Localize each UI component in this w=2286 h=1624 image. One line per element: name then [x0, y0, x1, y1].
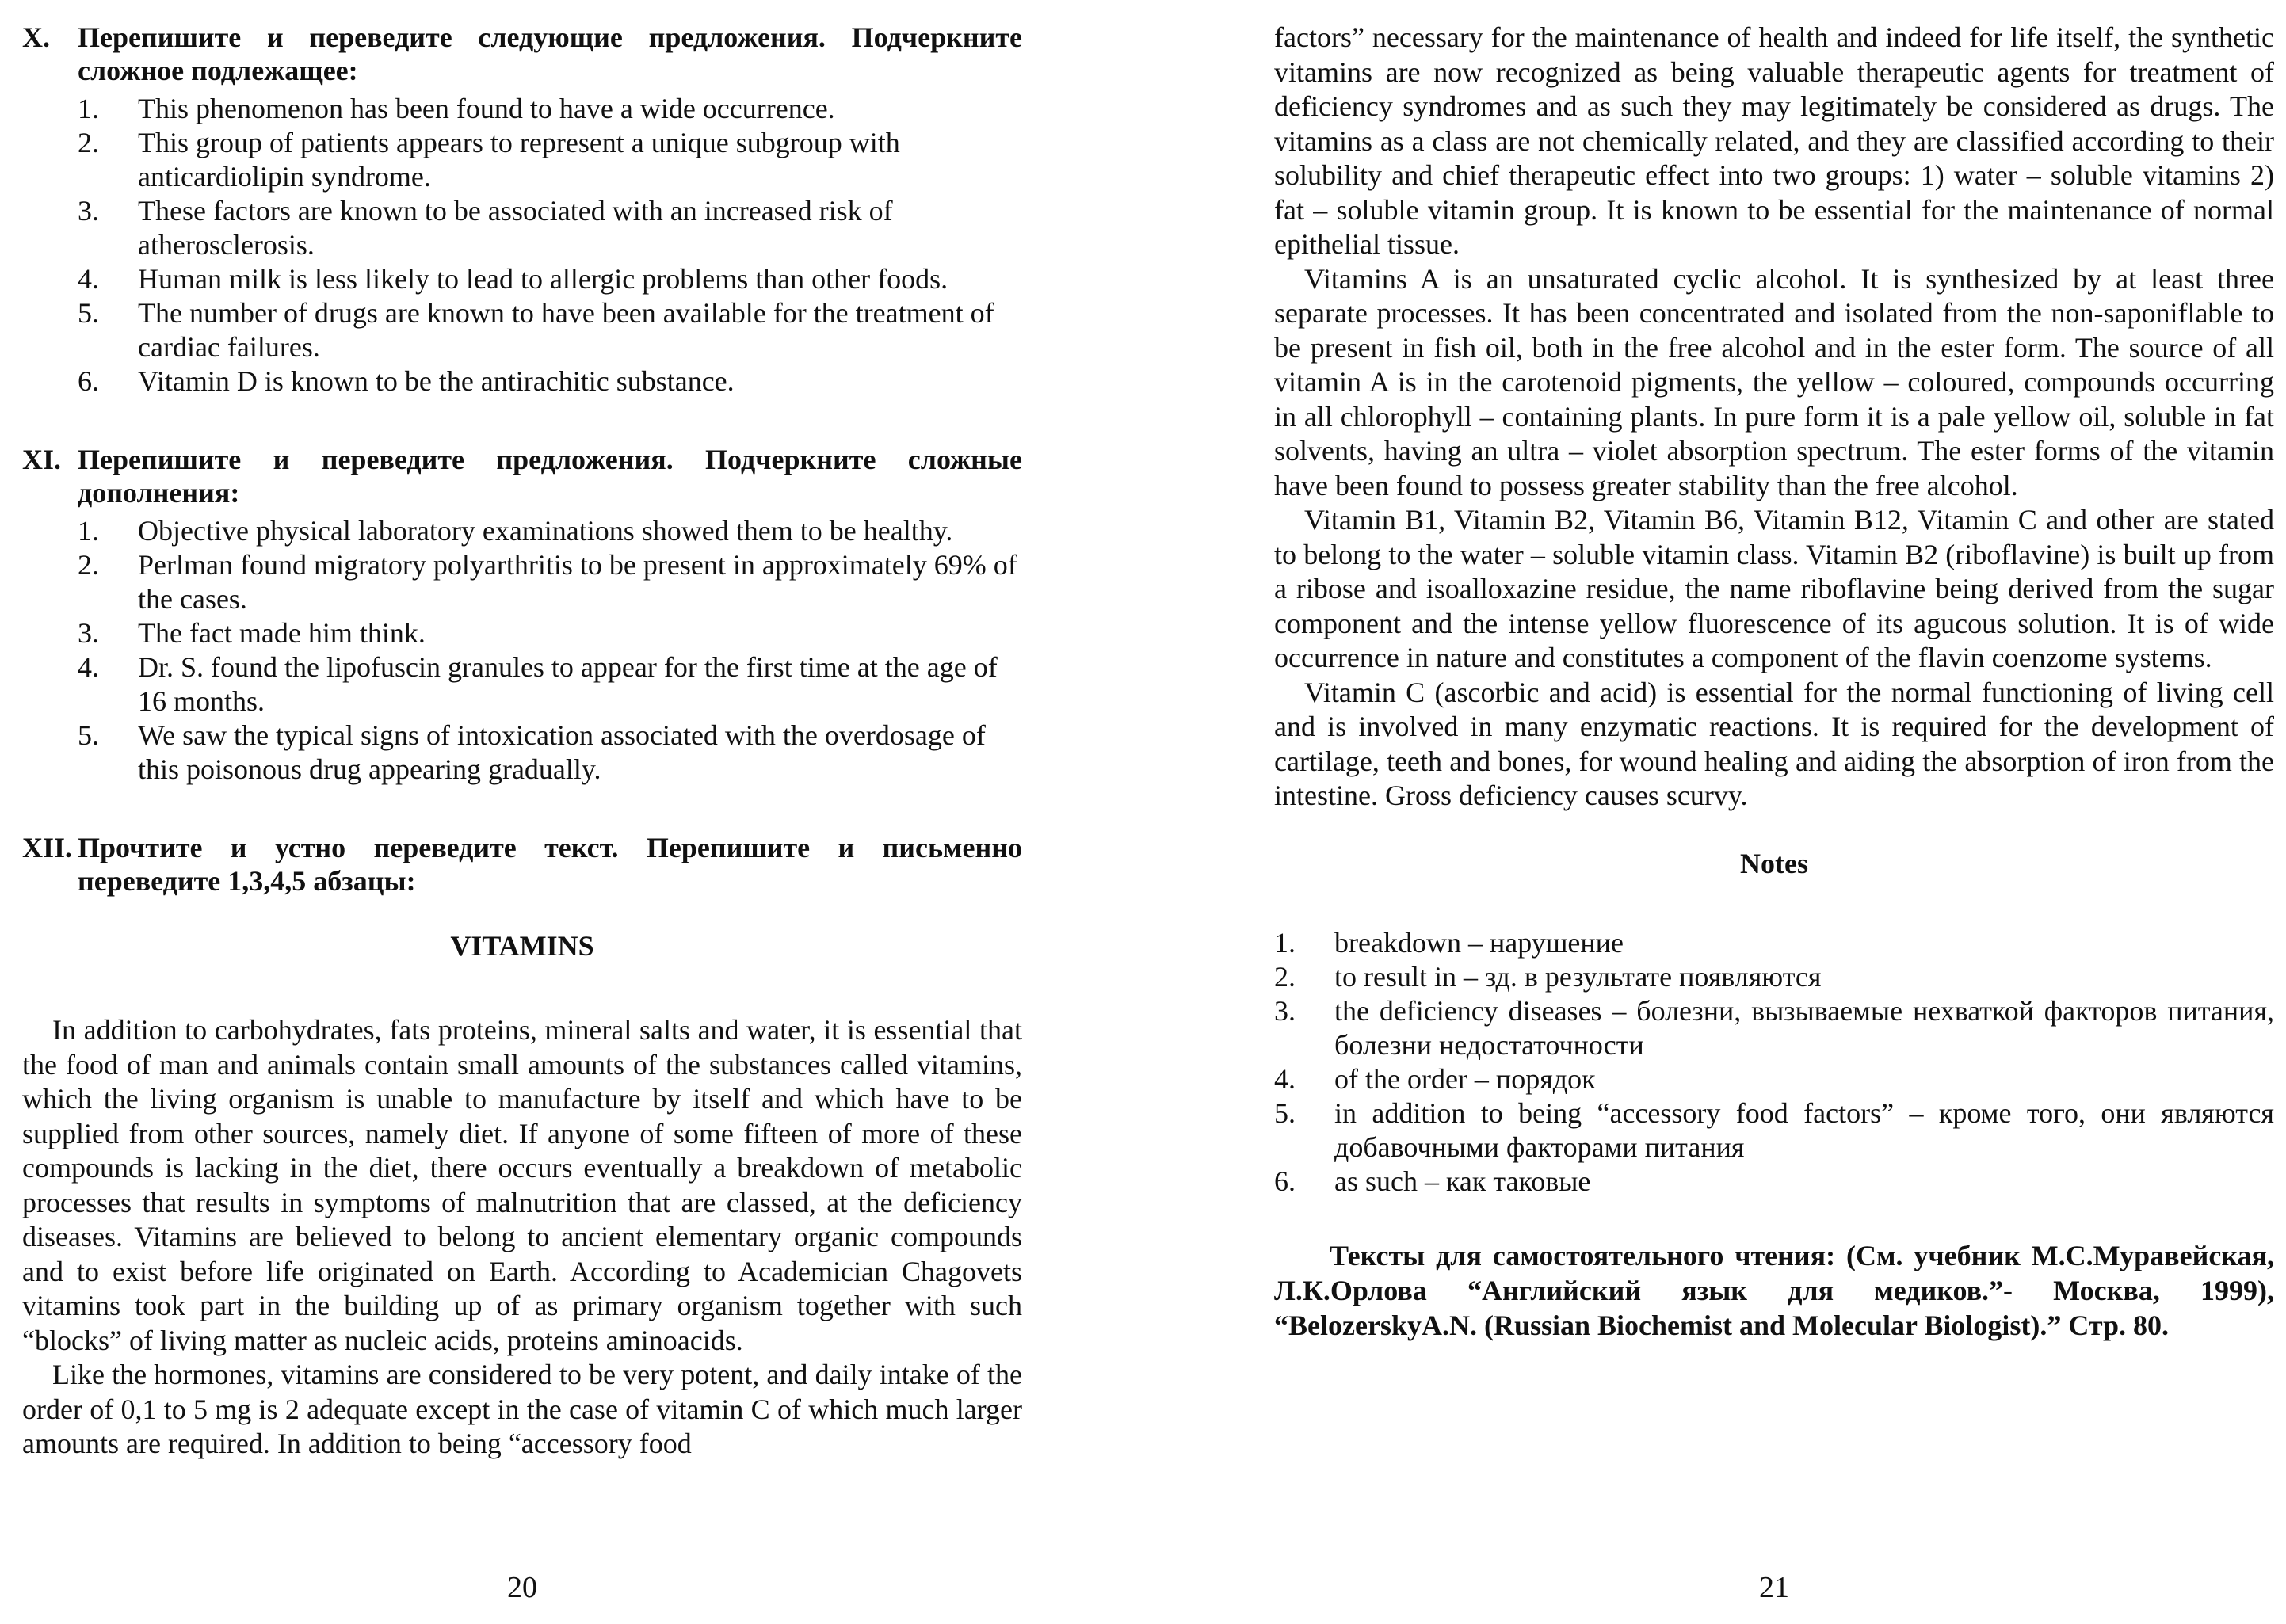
list-item: [22, 296, 1022, 364]
item-number: 2.: [78, 549, 99, 581]
item-number: 4.: [78, 651, 99, 683]
exercise-xi-heading: [22, 443, 1022, 509]
left-page: [22, 21, 1022, 1605]
item-number: 6.: [78, 365, 99, 397]
item-text: Human milk is less likely to lead to allergic problems than other foods.: [138, 263, 948, 295]
item-number: 3.: [78, 195, 99, 227]
page-number: 21: [1759, 1571, 1789, 1604]
item-number: 6.: [1274, 1165, 1296, 1197]
paragraph: In addition to carbohydrates, fats proteins, mineral salts and water, it is essential that the food of man and animals contain small amounts of the substances called vitamins, which the living organism is unable to manufacture by itself and which have to be supplied from other sources, namely diet. If anyone of some fifteen of more of these compounds is lacking in the diet, there occurs eventually a breakdown of metabolic processes that results in symptoms of malnutrition that are classed, at the deficiency diseases. Vitamins are believed to belong to ancient elementary organic compounds and to exist before life originated on Earth. According to Academician Chagovets vitamins took part in the building up of as primary organism together with such “blocks” of living matter as nucleic acids, proteins aminoacids.: [22, 1014, 1022, 1356]
paragraph: factors” necessary for the maintenance of health and indeed for life itself, the synthetic vitamins are now recognized as being valuable therapeutic agents for treatment of deficiency syndromes and as such they may legitimately be considered as drugs. The vitamins as a class are not chemically related, and they are classified according to their solubility and chief therapeutic effect into two groups: 1) water – soluble vitamins 2) fat – soluble vitamin group. It is known to be essential for the maintenance of normal epithelial tissue.: [1274, 21, 2274, 260]
item-number: 3.: [78, 617, 99, 649]
list-item: [1274, 1062, 2274, 1096]
item-text: as such – как таковые: [1334, 1165, 1591, 1197]
item-number: 1.: [78, 515, 99, 547]
exercise-xii-number: XII.: [22, 832, 73, 863]
text-title: VITAMINS: [450, 930, 594, 962]
exercise-xii-heading: [22, 831, 1022, 898]
item-number: 1.: [78, 93, 99, 124]
item-text: The fact made him think.: [138, 617, 426, 649]
item-number: 4.: [78, 263, 99, 295]
list-item: [22, 194, 1022, 262]
item-number: 5.: [78, 297, 99, 329]
list-item: [1274, 994, 2274, 1062]
item-text: This phenomenon has been found to have a wide occurrence.: [138, 93, 835, 124]
item-text: to result in – зд. в результате появляются: [1334, 960, 1822, 993]
exercise-x-heading: [22, 21, 1022, 87]
exercise-xii-text: Прочтите и устно переведите текст. Перепишите и письменно переведите 1,3,4,5 абзацы:: [78, 832, 1022, 897]
exercise-x-number: X.: [22, 21, 50, 53]
item-number: 2.: [78, 127, 99, 158]
item-text: The number of drugs are known to have been available for the treatment of cardiac failures.: [138, 297, 994, 363]
list-item: [1274, 1096, 2274, 1165]
item-text: Perlman found migratory polyarthritis to be present in approximately 69% of the cases.: [138, 549, 1017, 615]
list-item: [22, 719, 1022, 787]
list-item: [22, 548, 1022, 616]
exercise-x-text: Перепишите и переведите следующие предложения. Подчеркните сложное подлежащее:: [78, 21, 1022, 86]
list-item: [1274, 960, 2274, 994]
item-text: of the order – порядок: [1334, 1062, 1596, 1095]
list-item: [22, 262, 1022, 296]
item-text: the deficiency diseases – болезни, вызываемые нехваткой факторов питания, болезни недостаточности: [1334, 994, 2274, 1061]
item-text: We saw the typical signs of intoxication associated with the overdosage of this poisonous drug appearing gradually.: [138, 719, 986, 785]
reading-reference: Тексты для самостоятельного чтения: (См. учебник М.С.Муравейская, Л.К.Орлова “Английский язык для медиков.”- Москва, 1999), “BelozerskyA.N. (Russian Biochemist and Molecular Biologist).” Стр. 80.: [1274, 1239, 2274, 1341]
notes-list: [1274, 926, 2274, 1199]
item-number: 4.: [1274, 1062, 1296, 1095]
item-number: 1.: [1274, 926, 1296, 959]
list-item: [22, 650, 1022, 719]
list-item: [1274, 1165, 2274, 1199]
list-item: [22, 92, 1022, 126]
notes-title: Notes: [1740, 847, 1808, 879]
exercise-xi-text: Перепишите и переведите предложения. Подчеркните сложные дополнения:: [78, 444, 1022, 509]
exercise-x-list: [22, 92, 1022, 398]
list-item: [1274, 926, 2274, 960]
item-text: in addition to being “accessory food factors” – кроме того, они являются добавочными факторами питания: [1334, 1096, 2274, 1163]
item-number: 5.: [78, 719, 99, 751]
paragraph: Like the hormones, vitamins are considered to be very potent, and daily intake of the order of 0,1 to 5 mg is 2 adequate except in the case of vitamin C of which much larger amounts are required. In addition to being “accessory food: [22, 1359, 1022, 1459]
paragraph: Vitamin C (ascorbic and acid) is essential for the normal functioning of living cell and is involved in many enzymatic reactions. It is required for the development of cartilage, teeth and bones, for wound healing and aiding the absorption of iron from the intestine. Gross deficiency causes scurvy.: [1274, 676, 2274, 811]
exercise-xi-number: XI.: [22, 444, 62, 475]
item-number: 2.: [1274, 960, 1296, 993]
list-item: [22, 364, 1022, 398]
item-number: 3.: [1274, 994, 1296, 1027]
right-page: [1274, 21, 2274, 1605]
paragraph: Vitamins A is an unsaturated cyclic alcohol. It is synthesized by at least three separate processes. It has been concentrated and isolated from the non-saponiflable to be present in fish oil, both in the free alcohol and in the ester form. The source of all vitamin A is in the carotenoid pigments, the yellow – coloured, compounds occurring in all chlorophyll – containing plants. In pure form it is a pale yellow oil, soluble in fat solvents, having an ultra – violet absorption spectrum. The ester forms of the vitamin have been found to possess greater stability than the free alcohol.: [1274, 262, 2274, 501]
exercise-xi-list: [22, 514, 1022, 787]
item-text: These factors are known to be associated with an increased risk of atherosclerosis.: [138, 195, 893, 261]
item-text: breakdown – нарушение: [1334, 926, 1624, 959]
list-item: [22, 616, 1022, 650]
item-text: This group of patients appears to represent a unique subgroup with anticardiolipin syndrome.: [138, 127, 900, 193]
item-number: 5.: [1274, 1096, 1296, 1129]
list-item: [22, 126, 1022, 194]
paragraph: Vitamin B1, Vitamin B2, Vitamin B6, Vitamin B12, Vitamin C and other are stated to belong to the water – soluble vitamin class. Vitamin B2 (riboflavine) is built up from a ribose and isoalloxazine residue, the name riboflavine being derived from the sugar component and the intense yellow fluorescence of its agucous solution. It is of wide occurrence in nature and constitutes a component of the flavin coenzome systems.: [1274, 504, 2274, 673]
item-text: Dr. S. found the lipofuscin granules to appear for the first time at the age of 16 months.: [138, 651, 998, 717]
item-text: Objective physical laboratory examinations showed them to be healthy.: [138, 515, 953, 547]
item-text: Vitamin D is known to be the antirachitic substance.: [138, 365, 735, 397]
list-item: [22, 514, 1022, 548]
page-number: 20: [507, 1571, 537, 1604]
